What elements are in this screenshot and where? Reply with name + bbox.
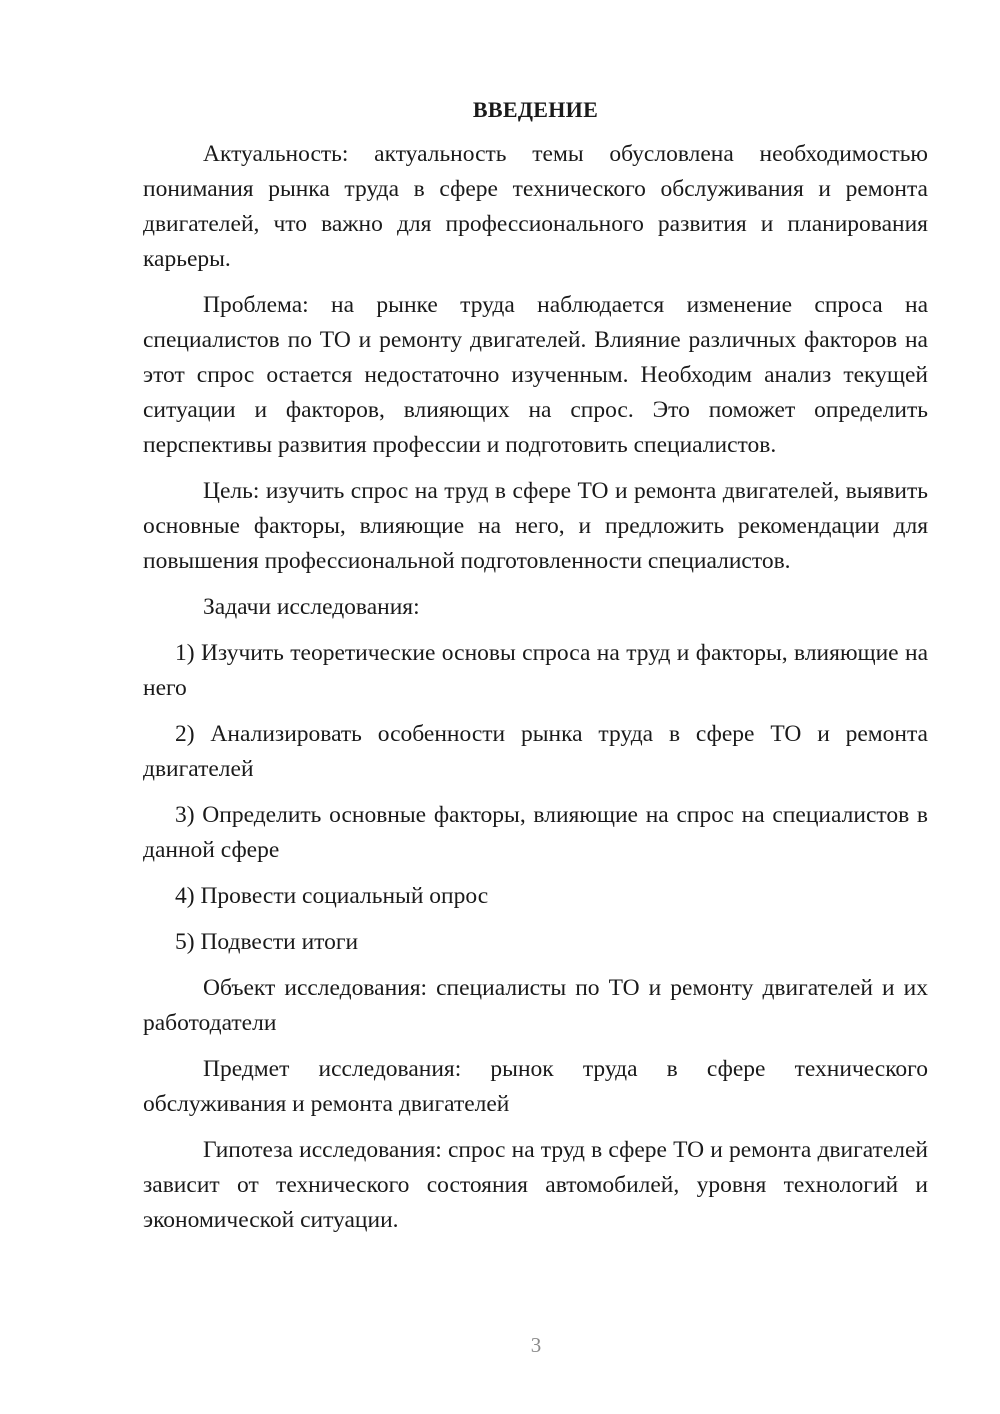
paragraph-problem: Проблема: на рынке труда наблюдается изменение спроса на специалистов по ТО и ремонту двигателей. Влияние различных факторов на этот спрос остается недостаточно изученным. Необходим анализ текущей ситуации и факторов, влияющих на спрос. Это поможет определить перспективы развития профессии и подготовить специалистов.: [143, 292, 928, 458]
list-item: 2) Анализировать особенности рынка труда в сфере ТО и ремонта двигателей: [143, 721, 928, 782]
page-title: ВВЕДЕНИЕ: [472, 97, 599, 122]
paragraph-relevance: Актуальность: актуальность темы обусловлена необходимостью понимания рынка труда в сфере технического обслуживания и ремонта двигателей, что важно для профессионального развития и планирования карьеры.: [143, 141, 928, 272]
tasks-list: [143, 636, 928, 960]
page-content: [143, 92, 928, 1249]
tasks-heading: Задачи исследования:: [203, 594, 420, 620]
paragraph-subject: Предмет исследования: рынок труда в сфере технического обслуживания и ремонта двигателей: [143, 1056, 928, 1117]
list-item: 5) Подвести итоги: [175, 929, 359, 955]
paragraph-object: Объект исследования: специалисты по ТО и ремонту двигателей и их работодатели: [143, 975, 928, 1036]
paragraph-hypothesis: Гипотеза исследования: спрос на труд в сфере ТО и ремонта двигателей зависит от технического состояния автомобилей, уровня технологий и экономической ситуации.: [143, 1137, 928, 1233]
list-item: 1) Изучить теоретические основы спроса на труд и факторы, влияющие на него: [143, 640, 928, 701]
page-number: 3: [530, 1333, 542, 1357]
paragraph-goal: Цель: изучить спрос на труд в сфере ТО и ремонта двигателей, выявить основные факторы, влияющие на него, и предложить рекомендации для повышения профессиональной подготовленности специалистов.: [143, 478, 928, 574]
list-item: 3) Определить основные факторы, влияющие на спрос на специалистов в данной сфере: [143, 802, 928, 863]
list-item: 4) Провести социальный опрос: [175, 883, 489, 909]
